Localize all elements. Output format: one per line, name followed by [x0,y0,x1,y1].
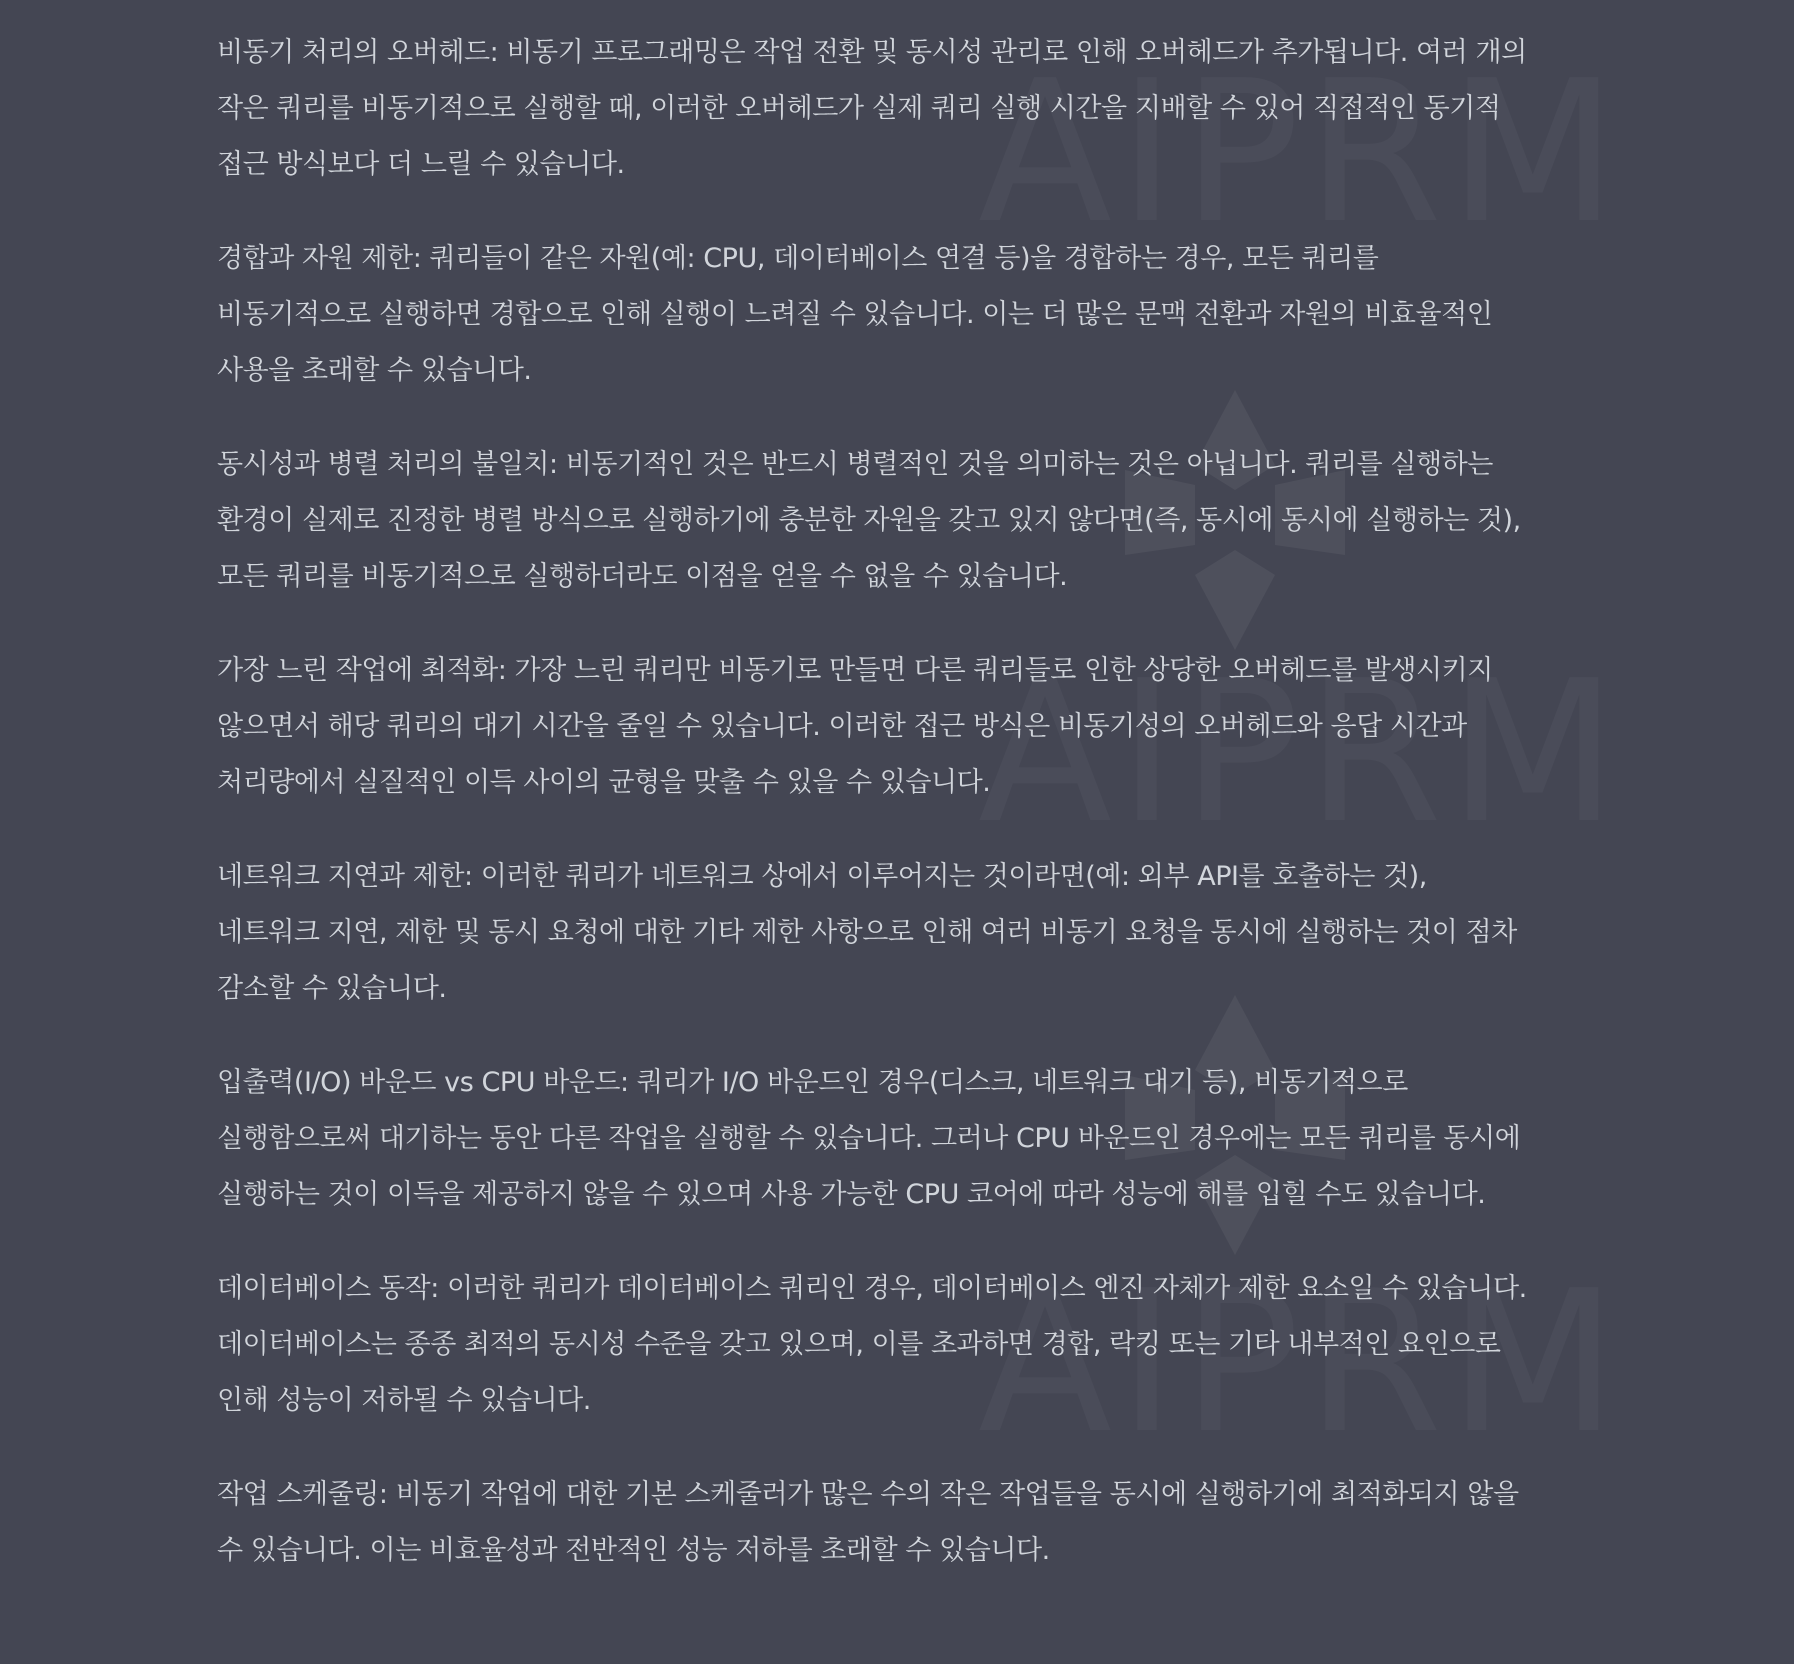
paragraph-async-overhead: 비동기 처리의 오버헤드: 비동기 프로그래밍은 작업 전환 및 동시성 관리로 인해 오버헤드가 추가됩니다. 여러 개의 작은 쿼리를 비동기적으로 실행할 때, 이러한 오버헤드가 실제 쿼리 실행 시간을 지배할 수 있어 직접적인 동기적 접근 방식보다 더 느릴 수 있습니다. [217,37,1527,180]
message-content [217,25,1527,1617]
paragraph-contention-resource-limits: 경합과 자원 제한: 쿼리들이 같은 자원(예: CPU, 데이터베이스 연결 등)을 경합하는 경우, 모든 쿼리를 비동기적으로 실행하면 경합으로 인해 실행이 느려질 수 있습니다. 이는 더 많은 문맥 전환과 자원의 비효율적인 사용을 초래할 수 있습니다. [217,243,1493,386]
paragraph-concurrency-parallelism-mismatch: 동시성과 병렬 처리의 불일치: 비동기적인 것은 반드시 병렬적인 것을 의미하는 것은 아닙니다. 쿼리를 실행하는 환경이 실제로 진정한 병렬 방식으로 실행하기에 충분한 자원을 갖고 있지 않다면(즉, 동시에 동시에 실행하는 것), 모든 쿼리를 비동기적으로 실행하더라도 이점을 얻을 수 없을 수 있습니다. [217,449,1521,592]
paragraph-io-vs-cpu-bound: 입출력(I/O) 바운드 vs CPU 바운드: 쿼리가 I/O 바운드인 경우(디스크, 네트워크 대기 등), 비동기적으로 실행함으로써 대기하는 동안 다른 작업을 실행할 수 있습니다. 그러나 CPU 바운드인 경우에는 모든 쿼리를 동시에 실행하는 것이 이득을 제공하지 않을 수 있으며 사용 가능한 CPU 코어에 따라 성능에 해를 입힐 수도 있습니다. [217,1067,1521,1210]
paragraph-database-behavior: 데이터베이스 동작: 이러한 쿼리가 데이터베이스 쿼리인 경우, 데이터베이스 엔진 자체가 제한 요소일 수 있습니다. 데이터베이스는 종종 최적의 동시성 수준을 갖고 있으며, 이를 초과하면 경합, 락킹 또는 기타 내부적인 요인으로 인해 성능이 저하될 수 있습니다. [217,1273,1527,1416]
paragraph-network-latency-limits: 네트워크 지연과 제한: 이러한 쿼리가 네트워크 상에서 이루어지는 것이라면(예: 외부 API를 호출하는 것), 네트워크 지연, 제한 및 동시 요청에 대한 기타 제한 사항으로 인해 여러 비동기 요청을 동시에 실행하는 것이 점차 감소할 수 있습니다. [217,861,1517,1004]
paragraph-task-scheduling: 작업 스케줄링: 비동기 작업에 대한 기본 스케줄러가 많은 수의 작은 작업들을 동시에 실행하기에 최적화되지 않을 수 있습니다. 이는 비효율성과 전반적인 성능 저하를 초래할 수 있습니다. [217,1479,1519,1566]
paragraph-optimize-slowest-task: 가장 느린 작업에 최적화: 가장 느린 쿼리만 비동기로 만들면 다른 쿼리들로 인한 상당한 오버헤드를 발생시키지 않으면서 해당 쿼리의 대기 시간을 줄일 수 있습니다. 이러한 접근 방식은 비동기성의 오버헤드와 응답 시간과 처리량에서 실질적인 이득 사이의 균형을 맞출 수 있을 수 있습니다. [217,655,1493,798]
